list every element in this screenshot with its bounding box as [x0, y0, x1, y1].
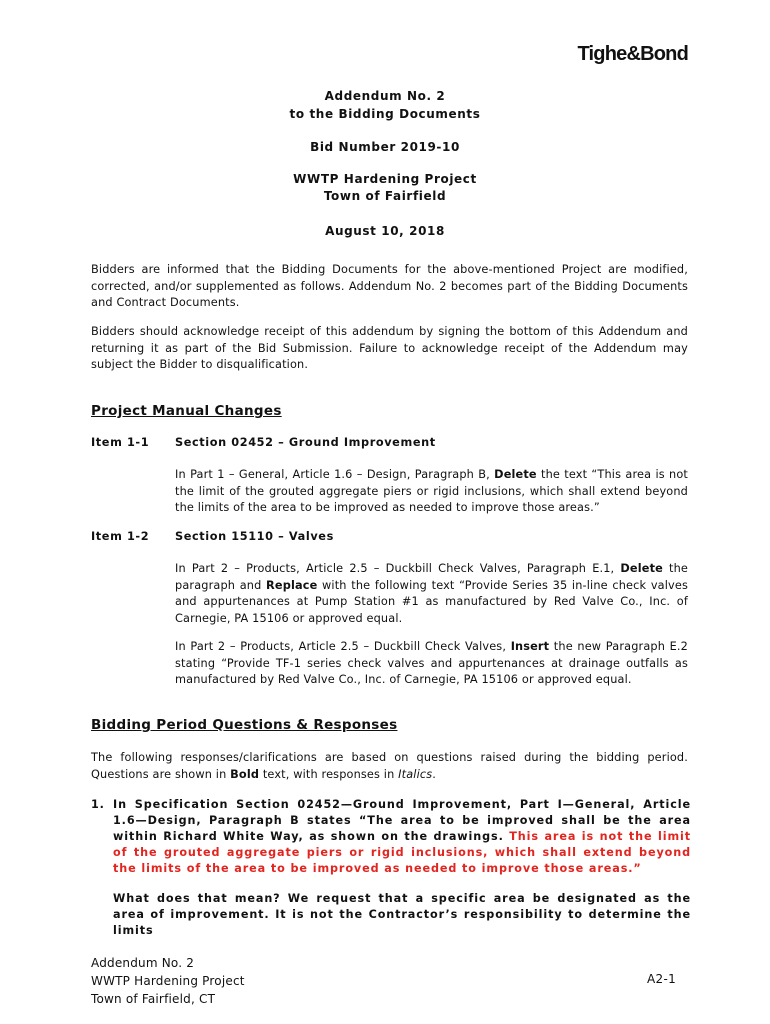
item-1-2-label: Item 1-2 — [91, 530, 150, 543]
town-name: Town of Fairfield — [323, 189, 447, 203]
project-manual-heading: Project Manual Changes — [91, 403, 282, 419]
item-1-1-label: Item 1-1 — [91, 436, 150, 449]
item-1-2-title: Section 15110 – Valves — [175, 530, 334, 543]
intro-paragraph-1: Bidders are informed that the Bidding Documents for the above-mentioned Project are modified, corrected, and/or supplemented as follows. Addendum No. 2 becomes part of the Bidding Documents and Contract Documents. — [91, 263, 688, 309]
footer-line3: Town of Fairfield, CT — [91, 992, 216, 1006]
footer — [91, 954, 245, 1008]
tighe-bond-logo: Tighe&Bond — [577, 43, 688, 65]
question-1-number: 1. — [91, 798, 105, 811]
title-line1: Addendum No. 2 — [324, 89, 446, 103]
page-number: A2-1 — [647, 972, 677, 986]
question-1 — [91, 797, 691, 877]
title-line2: to the Bidding Documents — [289, 107, 481, 121]
item-1-2-paragraph-2: In Part 2 – Products, Article 2.5 – Duckbill Check Valves, Insert the new Paragraph E.2 stating “Provide TF-1 series check valves and appurtenances at drainage outfalls as manufactured by Red Valve Co., Inc. of Carnegie, PA 15106 or approved equal. — [175, 640, 688, 686]
bidding-intro: The following responses/clarifications are based on questions raised during the bidding period. Questions are shown in Bold text, with responses in Italics. — [91, 751, 688, 781]
bid-number: Bid Number 2019-10 — [310, 140, 460, 154]
footer-line2: WWTP Hardening Project — [91, 974, 245, 988]
intro-paragraph-2: Bidders should acknowledge receipt of this addendum by signing the bottom of this Addendum and returning it as part of the Bid Submission. Failure to acknowledge receipt of the Addendum may subject the Bidder to disqualification. — [91, 325, 688, 371]
item-1-2-paragraph-1: In Part 2 – Products, Article 2.5 – Duckbill Check Valves, Paragraph E.1, Delete the paragraph and Replace with the following text “Provide Series 35 in-line check valves and appurtenances at Pump Station #1 as manufactured by Red Valve Co., Inc. of Carnegie, PA 15106 or approved equal. — [175, 562, 689, 625]
question-1-followup: What does that mean? We request that a specific area be designated as the area of improvement. It is not the Contractor’s responsibility to determine the limits — [113, 892, 691, 937]
footer-line1: Addendum No. 2 — [91, 956, 195, 970]
question-1-red-text: This area is not the limit of the grouted aggregate piers or rigid inclusions, which shall extend beyond the limits of the area to be improved as needed to improve those areas.” — [113, 830, 691, 875]
item-1-1-text: In Part 1 – General, Article 1.6 – Design, Paragraph B, Delete the text “This area is not the limit of the grouted aggregate piers or rigid inclusions, which shall extend beyond the limits of the area to be improved as needed to improve those areas.” — [175, 468, 689, 514]
addendum-date: August 10, 2018 — [325, 224, 445, 238]
project-name: WWTP Hardening Project — [293, 172, 477, 186]
question-1-body: In Specification Section 02452—Ground Improvement, Part I—General, Article 1.6—Design, Paragraph B states “The area to be improved shall be the area within Richard White Way, as shown on the drawings. This area is not the limit of the grouted aggregate piers or rigid inclusions, which shall extend beyond the limits of the area to be improved as needed to improve those areas.” — [113, 798, 691, 875]
item-1-1-title: Section 02452 – Ground Improvement — [175, 436, 436, 449]
bidding-period-heading: Bidding Period Questions & Responses — [91, 717, 398, 733]
